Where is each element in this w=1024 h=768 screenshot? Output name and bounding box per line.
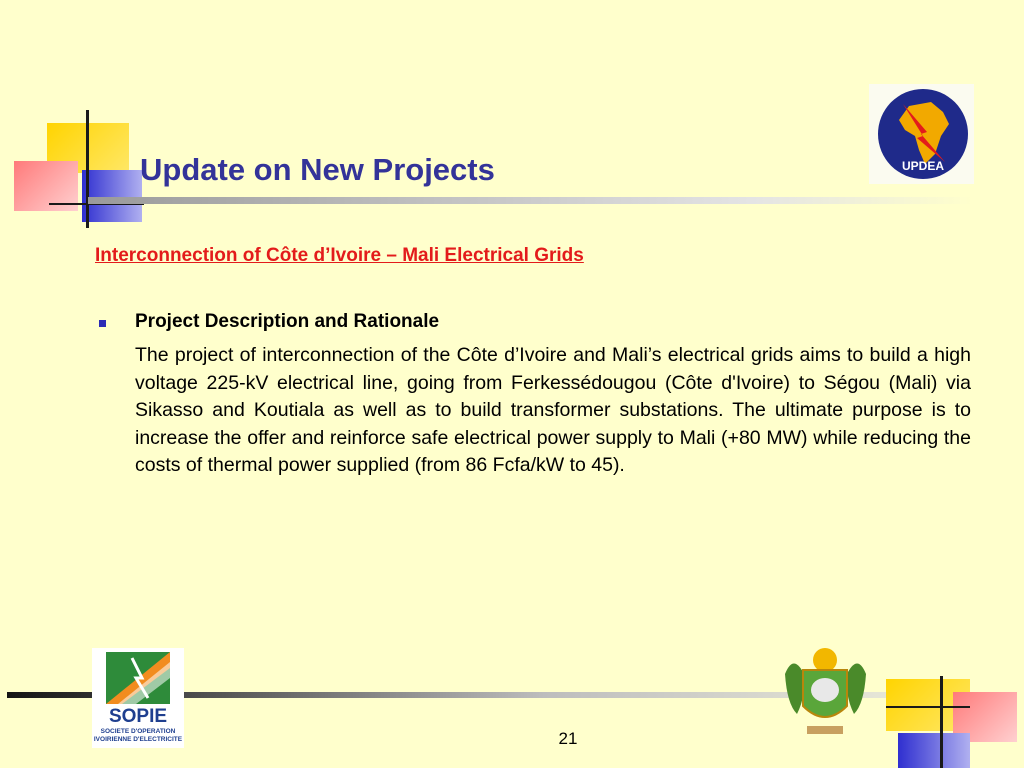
project-subheading: Interconnection of Côte d’Ivoire – Mali Electrical Grids: [95, 245, 584, 266]
title-divider: [88, 197, 973, 204]
slide-title: Update on New Projects: [140, 152, 495, 187]
sopie-logo-subtitle: [92, 728, 184, 744]
sopie-logo-name: SOPIE: [108, 706, 168, 727]
sopie-logo-icon: [92, 648, 184, 708]
decor-horizontal-line-bottom: [886, 706, 970, 708]
section-title: Project Description and Rationale: [135, 311, 440, 332]
updea-logo-icon: [869, 84, 974, 184]
decor-blue-square: [82, 170, 142, 222]
coat-of-arms: [777, 644, 874, 744]
updea-logo: [869, 84, 974, 184]
section-body: The project of interconnection of the Côte d’Ivoire and Mali’s electrical grids aims to build a high voltage 225-kV electrical line, going from Ferkessédougou (Côte d'Ivoire) to Ségou (Mali) via Sikasso and Koutiala as well as to build transformer substations. The ultimate purpose is to increase the offer and reinforce safe electrical power supply to Mali (+80 MW) while reducing the costs of thermal power supplied (from 86 Fcfa/kW to 45).: [135, 344, 971, 476]
decor-vertical-line: [86, 110, 89, 228]
page-number: 21: [558, 729, 578, 748]
sopie-logo: [92, 648, 184, 748]
cote-divoire-coat-of-arms-icon: [777, 644, 874, 744]
bullet-square-icon: [99, 320, 106, 327]
decor-blue-square-bottom: [898, 733, 970, 768]
decor-vertical-line-bottom: [940, 676, 943, 768]
sopie-logo-line1: SOCIETE D'OPERATION: [100, 728, 176, 735]
sopie-logo-line2: IVOIRIENNE D'ELECTRICITE: [93, 736, 183, 743]
updea-logo-text: UPDEA: [901, 159, 945, 173]
